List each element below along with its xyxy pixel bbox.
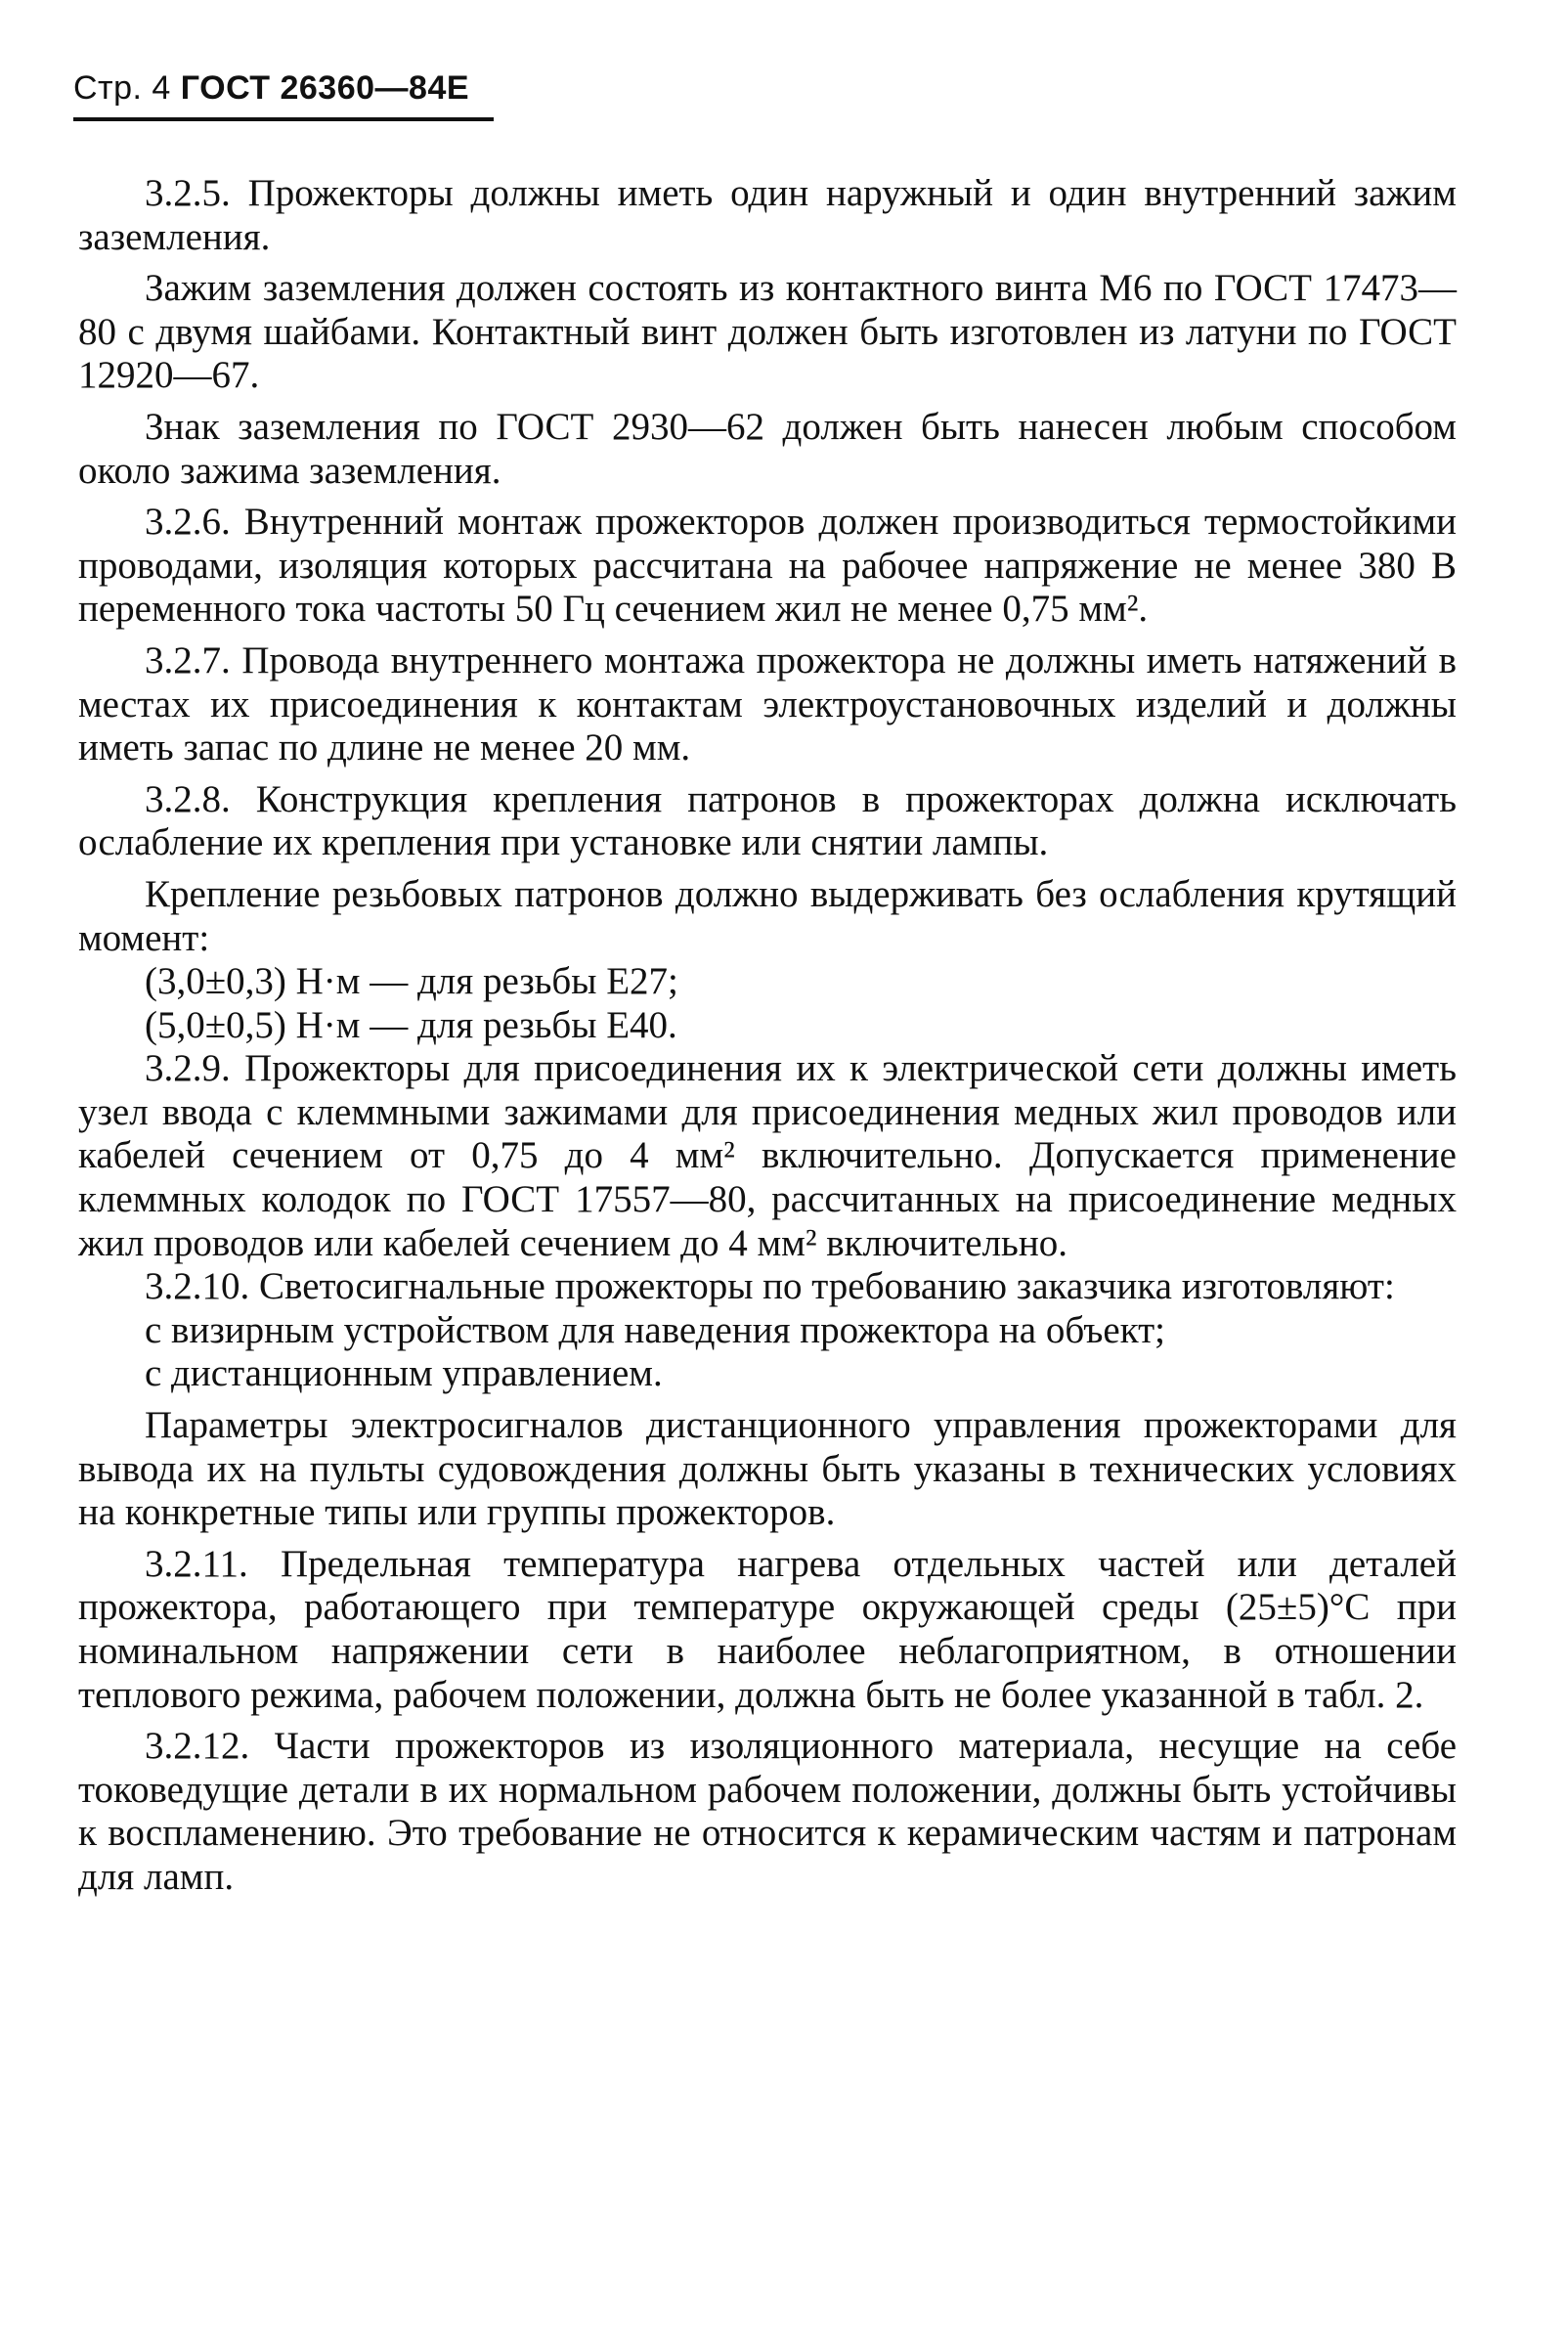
page-header [73,66,494,110]
paragraph-grounding-sign: Знак заземления по ГОСТ 2930—62 должен быть нанесен любым способом около зажима заземления. [78,405,1457,492]
paragraph-remote-signals: Параметры электросигналов дистанционного управления прожекторами для вывода их на пульты судовождения должны быть указаны в технических условиях на конкретные типы или группы прожекторов. [78,1404,1457,1534]
paragraph-3-2-9: 3.2.9. Прожекторы для присоединения их к электрической сети должны иметь узел ввода с клеммными зажимами для присоединения медных жил проводов или кабелей сечением от 0,75 до 4 мм² включительно. Допускается применение клеммных колодок по ГОСТ 17557—80, рассчитанных на присоединение медных жил проводов или кабелей сечением до 4 мм² включительно. [78,1047,1457,1264]
document-body [78,164,1457,1900]
paragraph-3-2-8: 3.2.8. Конструкция крепления патронов в прожекторах должна исключать ослабление их крепления при установке или снятии лампы. [78,777,1457,864]
paragraph-3-2-11: 3.2.11. Предельная температура нагрева отдельных частей или деталей прожектора, работающего при температуре окружающей среды (25±5)°С при номинальном напряжении сети в наиболее неблагоприятном, в отношении теплового режима, рабочем положении, должна быть не более указанной в табл. 2. [78,1542,1457,1716]
standard-code: ГОСТ 26360—84Е [180,69,470,107]
torque-e40: (5,0±0,5) Н·м — для резьбы Е40. [145,1003,677,1046]
paragraph-3-2-12: 3.2.12. Части прожекторов из изоляционного материала, несущие на себе токоведущие детали в их нормальном рабочем положении, должны быть устойчивы к воспламенению. Это требование не относится к керамическим частям и патронам для ламп. [78,1725,1457,1898]
paragraph-threaded-holders: Крепление резьбовых патронов должно выдерживать без ослабления крутящий момент: [78,872,1457,959]
list-item-remote-control: с дистанционным управлением. [145,1352,663,1395]
paragraph-grounding-clamp: Зажим заземления должен состоять из контактного винта М6 по ГОСТ 17473—80 с двумя шайбами. Контактный винт должен быть изготовлен из латуни по ГОСТ 12920—67. [78,267,1457,397]
torque-e27: (3,0±0,3) Н·м — для резьбы Е27; [145,960,678,1003]
list-item-sighting-device: с визирным устройством для наведения прожектора на объект; [145,1308,1166,1351]
page-number: Стр. 4 [73,69,171,107]
paragraph-3-2-7: 3.2.7. Провода внутреннего монтажа прожектора не должны иметь натяжений в местах их присоединения к контактам электроустановочных изделий и должны иметь запас по длине не менее 20 мм. [78,638,1457,769]
paragraph-3-2-5: 3.2.5. Прожекторы должны иметь один наружный и один внутренний зажим заземления. [78,172,1457,258]
header-rule [73,117,494,121]
paragraph-3-2-10: 3.2.10. Светосигнальные прожекторы по требованию заказчика изготовляют: [145,1265,1395,1308]
paragraph-3-2-6: 3.2.6. Внутренний монтаж прожекторов должен производиться термостойкими проводами, изоляция которых рассчитана на рабочее напряжение не менее 380 В переменного тока частоты 50 Гц сечением жил не менее 0,75 мм². [78,501,1457,631]
